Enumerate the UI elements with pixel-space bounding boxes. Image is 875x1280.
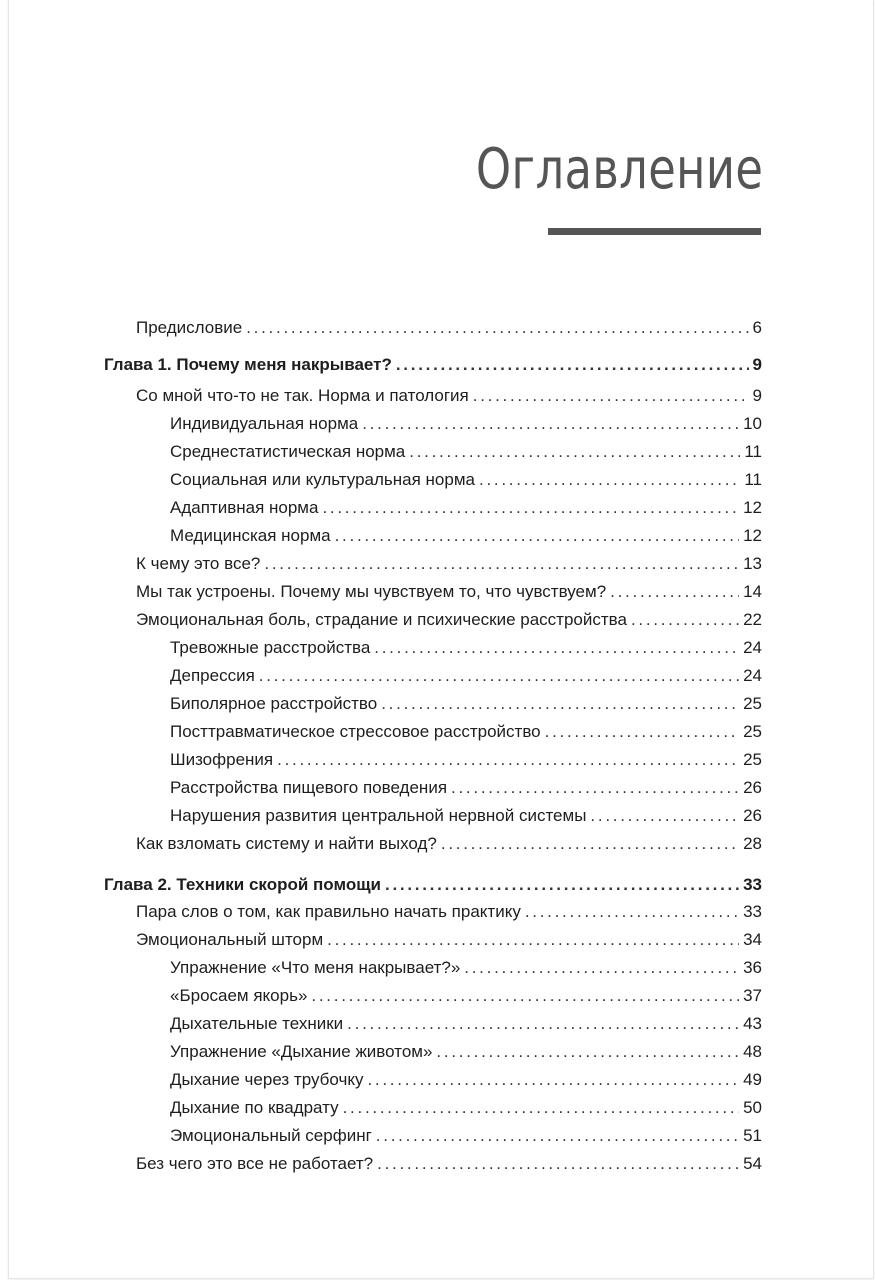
toc-entry-title: Посттравматическое стрессовое расстройство [170,722,541,741]
toc-entry-section[interactable] [136,926,762,954]
dot-leader [385,871,739,899]
dot-leader [610,578,739,606]
dot-leader [381,690,739,718]
toc-entry-title: Пара слов о том, как правильно начать практику [136,902,521,921]
dot-leader [376,1122,739,1150]
dot-leader [464,954,739,982]
toc-entry-title: Среднестатистическая норма [170,442,406,461]
dot-leader [479,466,740,494]
toc-entry-subsection[interactable] [170,1010,762,1038]
toc-entry-title: Без чего это все не работает? [136,1154,374,1173]
toc-entry-title: Шизофрения [170,750,274,769]
toc-entry-title: Предисловие [136,318,243,337]
toc-entry-page: 36 [743,958,762,977]
toc-entry-subsection[interactable] [170,1094,762,1122]
toc-entry-title: Со мной что-то не так. Норма и патология [136,386,469,405]
dot-leader [374,634,739,662]
dot-leader [264,550,739,578]
dot-leader [590,802,739,830]
toc-entry-title: Медицинская норма [170,526,331,545]
toc-entry-title: Расстройства пищевого поведения [170,778,448,797]
toc-entry-page: 37 [743,986,762,1005]
toc-entry-subsection[interactable] [170,410,762,438]
toc-entry-subsection[interactable] [170,718,762,746]
title-underline [548,228,761,235]
toc-entry-title: Глава 1. Почему меня накрывает? [104,355,392,374]
toc-entry-title: Упражнение «Что меня накрывает?» [170,958,461,977]
toc-entry-page: 33 [743,902,762,921]
toc-entry-title: Дыхание через трубочку [170,1070,364,1089]
toc-entry-subsection[interactable] [170,982,762,1010]
toc-entry-page: 26 [743,806,762,825]
toc-entry-title: Эмоциональный серфинг [170,1126,372,1145]
dot-leader [409,438,740,466]
toc-entry-page: 11 [744,442,762,461]
toc-entry-title: Нарушения развития центральной нервной системы [170,806,587,825]
toc-entry-page: 9 [752,355,762,374]
toc-entry-page: 50 [743,1098,762,1117]
toc-entry-subsection[interactable] [170,774,762,802]
toc-entry-page: 11 [744,470,762,489]
toc-entry-page: 48 [743,1042,762,1061]
toc-entry-title: К чему это все? [136,554,261,573]
dot-leader [246,314,748,342]
dot-leader [347,1010,739,1038]
dot-leader [343,1094,739,1122]
toc-entry-page: 6 [752,318,762,337]
toc-entry-page: 25 [743,750,762,769]
toc-entry-page: 24 [743,638,762,657]
toc-entry-preface[interactable] [136,314,762,342]
dot-leader [335,522,739,550]
toc-entry-section[interactable] [136,550,762,578]
dot-leader [473,382,749,410]
toc-entry-title: Адаптивная норма [170,498,319,517]
toc-entry-page: 49 [743,1070,762,1089]
toc-entry-subsection[interactable] [170,662,762,690]
toc-entry-title: Эмоциональный шторм [136,930,324,949]
toc-entry-subsection[interactable] [170,954,762,982]
toc-entry-title: Тревожные расстройства [170,638,371,657]
dot-leader [362,410,739,438]
toc-entry-title: Глава 2. Техники скорой помощи [104,875,381,894]
toc-entry-subsection[interactable] [170,746,762,774]
dot-leader [367,1066,739,1094]
toc-entry-title: Социальная или культуральная норма [170,470,475,489]
page-title: Оглавление [475,137,763,202]
toc-entry-page: 33 [743,875,762,894]
toc-entry-section[interactable] [136,830,762,858]
dot-leader [377,1150,739,1178]
toc-entry-section[interactable] [136,1150,762,1178]
toc-entry-subsection[interactable] [170,494,762,522]
dot-leader [441,830,739,858]
toc-entry-title: Упражнение «Дыхание животом» [170,1042,433,1061]
toc-entry-page: 43 [743,1014,762,1033]
toc-entry-page: 54 [743,1154,762,1173]
toc-entry-title: Депрессия [170,666,255,685]
dot-leader [631,606,739,634]
toc-entry-subsection[interactable] [170,1038,762,1066]
toc-entry-section[interactable] [136,382,762,410]
toc-entry-subsection[interactable] [170,438,762,466]
dot-leader [525,898,739,926]
toc-entry-page: 9 [752,386,762,405]
toc-entry-title: Мы так устроены. Почему мы чувствуем то, что чувствуем? [136,582,607,601]
toc-entry-title: Индивидуальная норма [170,414,359,433]
toc-entry-page: 13 [743,554,762,573]
toc-entry-section[interactable] [136,606,762,634]
toc-entry-subsection[interactable] [170,690,762,718]
toc-entry-chapter-1[interactable] [104,351,762,379]
dot-leader [259,662,739,690]
toc-entry-section[interactable] [136,578,762,606]
dot-leader [322,494,739,522]
toc-entry-subsection[interactable] [170,1066,762,1094]
toc-entry-page: 25 [743,694,762,713]
toc-entry-page: 12 [743,526,762,545]
toc-entry-subsection[interactable] [170,634,762,662]
toc-entry-page: 25 [743,722,762,741]
toc-entry-title: Дыхание по квадрату [170,1098,339,1117]
toc-entry-page: 28 [743,834,762,853]
dot-leader [436,1038,739,1066]
dot-leader [327,926,739,954]
toc-entry-page: 51 [743,1126,762,1145]
toc-entry-page: 34 [743,930,762,949]
toc-entry-section[interactable] [136,898,762,926]
toc-entry-subsection[interactable] [170,466,762,494]
toc-entry-title: Дыхательные техники [170,1014,344,1033]
toc-entry-title: «Бросаем якорь» [170,986,308,1005]
dot-leader [451,774,739,802]
dot-leader [311,982,739,1010]
toc-entry-title: Эмоциональная боль, страдание и психические расстройства [136,610,627,629]
toc-entry-subsection[interactable] [170,522,762,550]
toc-entry-chapter-2[interactable] [104,871,762,899]
dot-leader [545,718,739,746]
toc-entry-page: 14 [743,582,762,601]
dot-leader [396,351,749,379]
toc-entry-subsection[interactable] [170,1122,762,1150]
dot-leader [277,746,739,774]
toc-entry-page: 10 [743,414,762,433]
toc-entry-page: 12 [743,498,762,517]
toc-entry-subsection[interactable] [170,802,762,830]
toc-entry-title: Как взломать систему и найти выход? [136,834,437,853]
toc-entry-page: 26 [743,778,762,797]
toc-entry-title: Биполярное расстройство [170,694,378,713]
toc-entry-page: 24 [743,666,762,685]
toc-entry-page: 22 [743,610,762,629]
